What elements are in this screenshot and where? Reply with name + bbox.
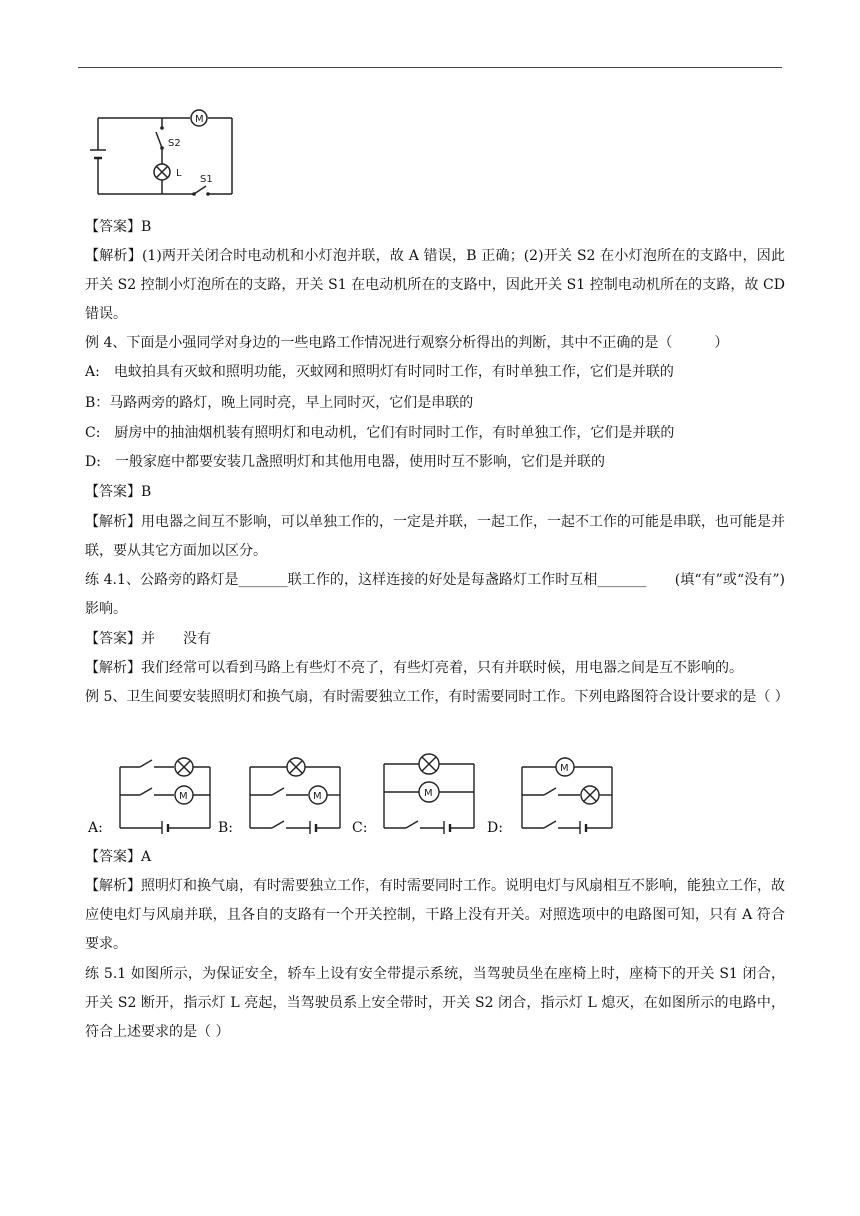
- s1-label: S1: [200, 174, 213, 185]
- svg-text:M: M: [560, 763, 569, 774]
- option-c-circuit: [376, 750, 480, 834]
- practice-5-1: 练 5.1 如图所示，为保证安全，轿车上设有安全带提示系统，当驾驶员坐在座椅上时，座椅下的开关 S1 闭合，开关 S2 断开，指示灯 L 亮起，当驾驶员系上安全带时，开关 S2 闭合，指示灯 L 熄灭，在如图所示的电路中，符合上述要求的是（ ）: [85, 966, 785, 1040]
- s2-label: S2: [168, 138, 181, 149]
- option-b-circuit: [242, 754, 346, 834]
- explanation-4-1: 【解析】我们经常可以看到马路上有些灯不亮了，有些灯亮着，只有并联时候，用电器之间是互不影响的。: [85, 660, 743, 676]
- example-5-question: 例 5、卫生间要安装照明灯和换气扇，有时需要独立工作，有时需要同时工作。下列电路图符合设计要求的是（ ）: [85, 689, 789, 705]
- example-4-question: 例 4、下面是小强同学对身边的一些电路工作情况进行观察分析得出的判断，其中不正确的是（ ）: [85, 335, 729, 351]
- header-rule: [78, 67, 782, 68]
- example-4-option-d: D: 一般家庭中都要安装几盏照明灯和其他用电器，使用时互不影响，它们是并联的: [85, 454, 605, 470]
- example-4-option-b: B：马路两旁的路灯，晚上同时亮，早上同时灭，它们是串联的: [85, 395, 474, 411]
- practice-4-1: 练 4.1、公路旁的路灯是_______联工作的，这样连接的好处是每盏路灯工作时互相_______ (填“有”或“没有”)影响。: [85, 572, 785, 617]
- svg-text:M: M: [313, 791, 322, 802]
- option-a-label: A:: [88, 820, 103, 836]
- answer-4: 【答案】B: [85, 484, 152, 500]
- example-4-option-c: C: 厨房中的抽油烟机装有照明灯和电动机，它们有时同时工作，有时单独工作，它们是并联的: [85, 425, 675, 441]
- motor-symbol: M: [179, 791, 188, 802]
- svg-text:M: M: [424, 788, 433, 799]
- lamp-label: L: [176, 168, 182, 179]
- explanation-4: 【解析】用电器之间互不影响，可以单独工作的，一定是并联，一起工作，一起不工作的可能是串联，也可能是并联，要从其它方面加以区分。: [85, 514, 785, 559]
- answer-1: 【答案】B: [85, 219, 152, 235]
- example-4-option-a: A: 电蚊拍具有灭蚊和照明功能，灭蚊网和照明灯有时同时工作，有时单独工作，它们是并联的: [85, 364, 674, 380]
- explanation-5: 【解析】照明灯和换气扇，有时需要独立工作，有时需要同时工作。说明电灯与风扇相互不影响，能独立工作，故应使电灯与风扇并联，且各自的支路有一个开关控制，干路上没有开关。对照选项中的电路图可知，只有 A 符合要求。: [85, 878, 785, 952]
- option-d-circuit: [514, 754, 618, 834]
- option-d-label: D:: [487, 820, 503, 836]
- motor-label: M: [195, 114, 204, 125]
- option-b-label: B:: [218, 820, 234, 836]
- option-a-circuit: [112, 754, 216, 834]
- answer-4-1: 【答案】并 没有: [85, 631, 211, 647]
- option-c-label: C:: [352, 820, 368, 836]
- explanation-1: 【解析】(1)两开关闭合时电动机和小灯泡并联，故 A 错误，B 正确；(2)开关 S2 在小灯泡所在的支路中，因此开关 S2 控制小灯泡所在的支路，开关 S1 在电动机所在的支路中，因此开关 S1 控制电动机所在的支路，故 CD 错误。: [85, 248, 785, 322]
- circuit-diagram-s1-s2-motor-lamp: [90, 108, 240, 200]
- answer-5: 【答案】A: [85, 849, 152, 865]
